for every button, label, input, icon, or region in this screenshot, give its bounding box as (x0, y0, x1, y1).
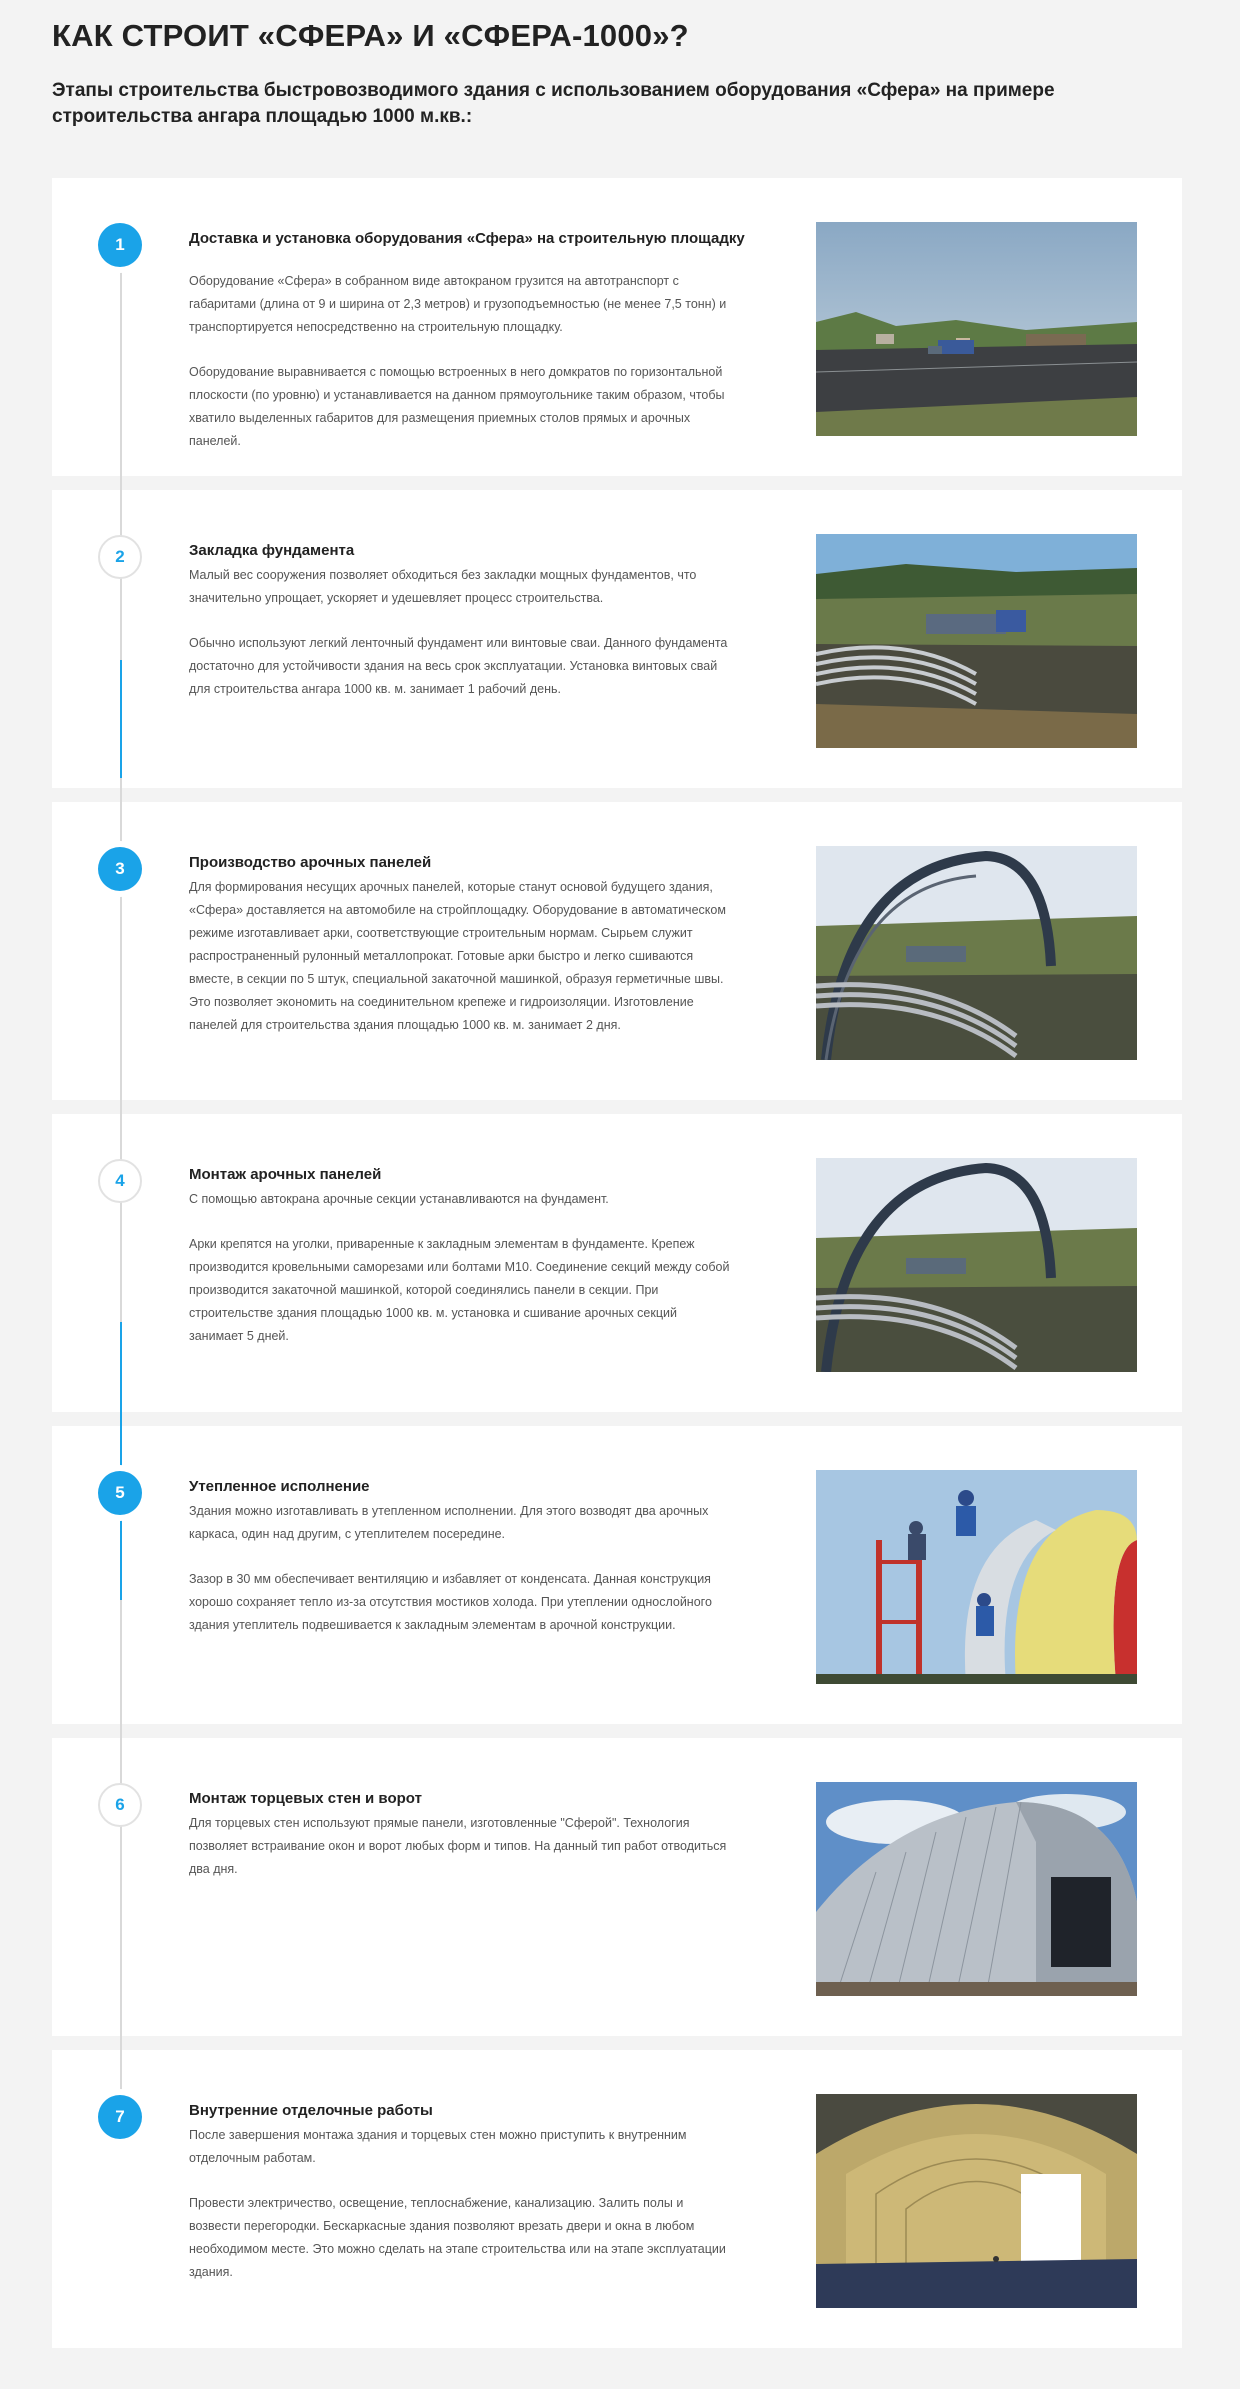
step-paragraph: Здания можно изготавливать в утепленном исполнении. Для этого возводят два арочных каркаса, один над другим, с утеплителем посередине. (189, 1504, 709, 1541)
step-photo-7 (816, 2094, 1137, 2308)
step-number-2: 2 (98, 535, 142, 579)
step-paragraph: Оборудование «Сфера» в собранном виде автокраном грузится на автотранспорт с габаритами (длина от 9 и ширина от 2,3 метров) и грузоподъемностью (не менее 7,5 тонн) и транспортируется непосредственно на строительную площадку. (189, 274, 727, 334)
step-paragraph: Провести электричество, освещение, теплоснабжение, канализацию. Залить полы и возвести перегородки. Бескаркасные здания позволяют врезать двери и окна в любом необходимом месте. Это можно сделать на этапе строительства или на этапе эксплуатации здания. (189, 2196, 726, 2279)
step-photo-2 (816, 534, 1137, 748)
step-paragraph: Обычно используют легкий ленточный фундамент или винтовые сваи. Данного фундамента достаточно для устойчивости здания на весь срок эксплуатации. Установка винтовых свай для строительства ангара 1000 кв. м. занимает 1 рабочий день. (189, 636, 728, 696)
step-text-2 (189, 564, 734, 723)
step-number-3: 3 (98, 847, 142, 891)
step-photo-3 (816, 846, 1137, 1060)
step-photo-1 (816, 222, 1137, 436)
step-number-4: 4 (98, 1159, 142, 1203)
step-text-1 (189, 270, 734, 475)
step-title-7: Внутренние отделочные работы (189, 2102, 433, 2119)
step-paragraph: Оборудование выравнивается с помощью встроенных в него домкратов по горизонтальной плоскости (по уровню) и устанавливается на данном прямоугольнике таким образом, чтобы хватило выделенных габаритов для размещения приемных столов прямых и арочных панелей. (189, 365, 725, 448)
step-number-1: 1 (98, 223, 142, 267)
step-paragraph: После завершения монтажа здания и торцевых стен можно приступить к внутренним отделочным работам. (189, 2128, 687, 2165)
step-photo-6 (816, 1782, 1137, 1996)
step-paragraph: Малый вес сооружения позволяет обходиться без закладки мощных фундаментов, что значительно упрощает, ускоряет и удешевляет процесс строительства. (189, 568, 697, 605)
page-title: КАК СТРОИТ «СФЕРА» И «СФЕРА-1000»? (52, 18, 689, 53)
step-text-6 (189, 1812, 734, 1903)
step-text-7 (189, 2124, 734, 2306)
step-paragraph: Для торцевых стен используют прямые панели, изготовленные "Сферой". Технология позволяет встраивание окон и ворот любых форм и типов. На данный тип работ отводиться два дня. (189, 1816, 727, 1876)
step-text-4 (189, 1188, 734, 1370)
step-title-6: Монтаж торцевых стен и ворот (189, 1790, 422, 1807)
step-title-5: Утепленное исполнение (189, 1478, 370, 1495)
step-paragraph: Зазор в 30 мм обеспечивает вентиляцию и избавляет от конденсата. Данная конструкция хорошо сохраняет тепло из-за отсутствия мостиков холода. При утеплении однослойного здания утеплитель подвешивается к закладным элементам в арочной конструкции. (189, 1572, 712, 1632)
step-paragraph: Для формирования несущих арочных панелей, которые станут основой будущего здания, «Сфера» доставляется на автомобиле на стройплощадку. Оборудование в автоматическом режиме изготавливает арки, соответствующие строительным нормам. Сырьем служит распространенный рулонный металлопрокат. Готовые арки быстро и легко сшиваются вместе, в секции по 5 штук, специальной закаточной машинкой, образуя герметичные швы. Это позволяет экономить на соединительном крепеже и гидроизоляции. Изготовление панелей для строительства здания площадью 1000 кв. м. занимает 2 дня. (189, 880, 726, 1032)
step-number-7: 7 (98, 2095, 142, 2139)
step-paragraph: С помощью автокрана арочные секции устанавливаются на фундамент. (189, 1192, 609, 1206)
step-number-6: 6 (98, 1783, 142, 1827)
step-number-5: 5 (98, 1471, 142, 1515)
step-title-3: Производство арочных панелей (189, 854, 432, 871)
step-paragraph: Арки крепятся на уголки, приваренные к закладным элементам в фундаменте. Крепеж производится кровельными саморезами или болтами М10. Соединение секций между собой производится закаточной машинкой, которой соединялись панели в секции. При строительстве здания площадью 1000 кв. м. установка и сшивание арочных секций занимает 5 дней. (189, 1237, 730, 1343)
step-title-2: Закладка фундамента (189, 542, 355, 559)
page-subtitle: Этапы строительства быстровозводимого здания с использованием оборудования «Сфера» на примере строительства ангара площадью 1000 м.кв.: (52, 80, 1055, 127)
step-title-4: Монтаж арочных панелей (189, 1166, 382, 1183)
step-text-3 (189, 876, 734, 1059)
step-text-5 (189, 1500, 734, 1659)
timeline-progress-segment (120, 1322, 122, 1600)
timeline-progress-segment (120, 660, 122, 778)
step-photo-4 (816, 1158, 1137, 1372)
step-photo-5 (816, 1470, 1137, 1684)
step-title-1: Доставка и установка оборудования «Сфера» на строительную площадку (189, 230, 745, 247)
